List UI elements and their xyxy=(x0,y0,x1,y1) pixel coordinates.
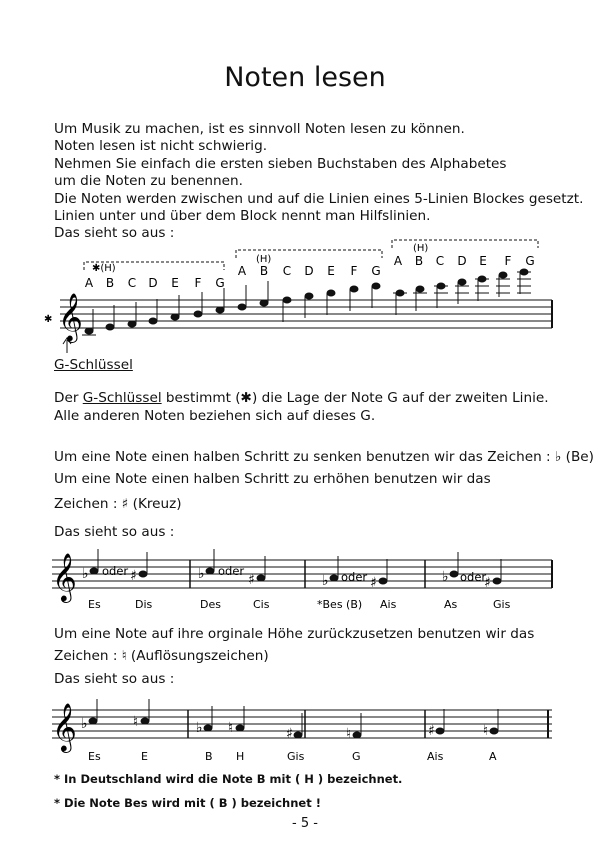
note-head xyxy=(499,272,507,278)
note-letter: C xyxy=(282,264,292,278)
example-intro: Das sieht so aus : xyxy=(54,671,175,687)
note-label: Ais xyxy=(427,750,444,763)
clef-label: G-Schlüssel xyxy=(54,357,133,373)
note-label: Dis xyxy=(135,598,153,611)
note-label: G xyxy=(352,750,361,763)
note-letter: A xyxy=(237,264,247,278)
note-head xyxy=(493,578,501,584)
note-head xyxy=(436,728,444,734)
note-letter: C xyxy=(435,254,445,268)
intro-line: Noten lesen ist nicht schwierig. xyxy=(54,138,268,155)
note-letter: G xyxy=(525,254,535,268)
clef-star-mark: ✱ xyxy=(44,314,53,325)
intro-line: um die Noten zu benennen. xyxy=(54,173,243,190)
intro-line: Linien unter und über dem Block nennt man Hilfslinien. xyxy=(54,208,431,225)
note-head xyxy=(216,307,224,313)
note-letter: F xyxy=(350,264,358,278)
note-head xyxy=(171,314,179,320)
note-head xyxy=(379,578,387,584)
note-letter: E xyxy=(479,254,487,268)
clef-term: G-Schlüssel xyxy=(82,390,162,406)
note-head xyxy=(437,283,445,289)
note-head xyxy=(416,286,424,292)
note-head xyxy=(353,732,361,738)
note-head xyxy=(305,293,313,299)
sharp-icon: ♯ xyxy=(130,568,137,584)
sharp-icon: ♯ xyxy=(484,575,491,591)
page-number: - 5 - xyxy=(292,816,318,831)
note-head xyxy=(89,718,97,724)
sharp-icon: ♯ xyxy=(248,572,255,588)
note-label: *Bes (B) xyxy=(317,598,363,611)
oder-label: oder xyxy=(460,570,487,584)
note-letter: C xyxy=(127,276,137,290)
flat-icon: ♭ xyxy=(81,716,88,732)
note-letter: B xyxy=(259,264,269,278)
note-head xyxy=(458,279,466,285)
note-head xyxy=(204,725,212,731)
note-head xyxy=(236,725,244,731)
sharp-explanation-2: Zeichen : ♯ (Kreuz) xyxy=(54,496,182,512)
note-letter: D xyxy=(148,276,158,290)
note-label: B xyxy=(205,750,213,763)
staff-accidentals xyxy=(0,540,610,620)
note-head xyxy=(238,304,246,310)
note-head xyxy=(396,290,404,296)
example-intro: Das sieht so aus : xyxy=(54,524,175,540)
intro-line: Um Musik zu machen, ist es sinnvoll Noten lesen zu können. xyxy=(54,121,465,137)
note-label: Cis xyxy=(253,598,270,611)
note-letter: D xyxy=(304,264,314,278)
intro-line: Nehmen Sie einfach die ersten sieben Buchstaben des Alphabetes xyxy=(54,155,507,172)
note-letter: E xyxy=(327,264,335,278)
page-title: Noten lesen xyxy=(224,62,386,93)
note-head xyxy=(372,283,380,289)
note-head xyxy=(330,575,338,581)
note-head xyxy=(90,568,98,574)
flat-icon: ♭ xyxy=(196,720,203,736)
natural-icon: ♮ xyxy=(228,720,234,736)
note-label: E xyxy=(141,750,148,763)
note-head xyxy=(327,290,335,296)
note-head xyxy=(294,732,302,738)
note-label: Gis xyxy=(287,750,305,763)
note-head xyxy=(149,318,157,324)
note-head xyxy=(260,300,268,306)
note-letter: G xyxy=(215,276,225,290)
oder-label: oder xyxy=(102,564,129,578)
note-letter: A xyxy=(393,254,403,268)
flat-icon: ♭ xyxy=(82,566,89,582)
oder-label: oder xyxy=(218,564,245,578)
intro-line: Die Noten werden zwischen und auf die Linien eines 5-Linien Blockes gesetzt. xyxy=(54,190,584,207)
note-head xyxy=(141,718,149,724)
sharp-icon: ♯ xyxy=(286,726,293,742)
note-head xyxy=(139,571,147,577)
note-head xyxy=(85,328,93,334)
note-letter: F xyxy=(504,254,512,268)
clef-description: Der G-Schlüssel bestimmt (✱) die Lage der Note G auf der zweiten Linie. xyxy=(54,390,549,406)
h-note-mark: (H) xyxy=(413,243,429,254)
note-letter: A xyxy=(84,276,94,290)
staff-naturals xyxy=(0,692,610,772)
h-note-mark: ✱(H) xyxy=(92,263,116,274)
note-head xyxy=(490,728,498,734)
clef-description-2: Alle anderen Noten beziehen sich auf dieses G. xyxy=(54,408,376,424)
note-letter: B xyxy=(414,254,424,268)
flat-icon: ♭ xyxy=(442,569,449,585)
natural-icon: ♮ xyxy=(346,726,352,742)
note-label: Es xyxy=(88,598,101,611)
note-head xyxy=(478,276,486,282)
flat-explanation: Um eine Note einen halben Schritt zu senken benutzen wir das Zeichen : ♭ (Be) xyxy=(54,449,594,465)
note-letter: E xyxy=(171,276,179,290)
footnote: * Die Note Bes wird mit ( B ) bezeichnet ! xyxy=(54,796,321,810)
natural-explanation: Um eine Note auf ihre orginale Höhe zurückzusetzen benutzen wir das xyxy=(54,626,535,642)
flat-icon: ♭ xyxy=(198,566,205,582)
note-head xyxy=(520,269,528,275)
natural-icon: ♮ xyxy=(483,723,489,739)
note-label: As xyxy=(444,598,458,611)
note-label: Gis xyxy=(493,598,511,611)
treble-clef-icon: 𝄞 xyxy=(52,552,77,601)
sharp-icon: ♯ xyxy=(428,723,435,739)
sharp-explanation: Um eine Note einen halben Schritt zu erhöhen benutzen wir das xyxy=(54,471,491,487)
note-letter: D xyxy=(457,254,467,268)
note-head xyxy=(283,297,291,303)
treble-clef-icon: 𝄞 xyxy=(52,702,77,751)
note-letter: G xyxy=(371,264,381,278)
sharp-icon: ♯ xyxy=(370,575,377,591)
natural-icon: ♮ xyxy=(133,714,139,730)
oder-label: oder xyxy=(341,570,368,584)
note-head xyxy=(350,286,358,292)
h-note-mark: (H) xyxy=(256,254,272,265)
note-head xyxy=(206,568,214,574)
intro-line: Das sieht so aus : xyxy=(54,225,175,242)
note-head xyxy=(257,575,265,581)
staff-note-range xyxy=(0,0,610,390)
note-head xyxy=(128,321,136,327)
note-label: Des xyxy=(200,598,221,611)
note-head xyxy=(106,324,114,330)
note-label: A xyxy=(489,750,497,763)
note-label: Ais xyxy=(380,598,397,611)
note-letter: B xyxy=(105,276,115,290)
natural-explanation-2: Zeichen : ♮ (Auflösungszeichen) xyxy=(54,648,269,664)
note-letter: F xyxy=(194,276,202,290)
note-head xyxy=(450,571,458,577)
note-head xyxy=(194,311,202,317)
note-label: H xyxy=(236,750,245,763)
treble-clef-icon: 𝄞 xyxy=(58,292,83,341)
note-label: Es xyxy=(88,750,101,763)
flat-icon: ♭ xyxy=(322,573,329,589)
footnote: * In Deutschland wird die Note B mit ( H ) bezeichnet. xyxy=(54,772,403,786)
